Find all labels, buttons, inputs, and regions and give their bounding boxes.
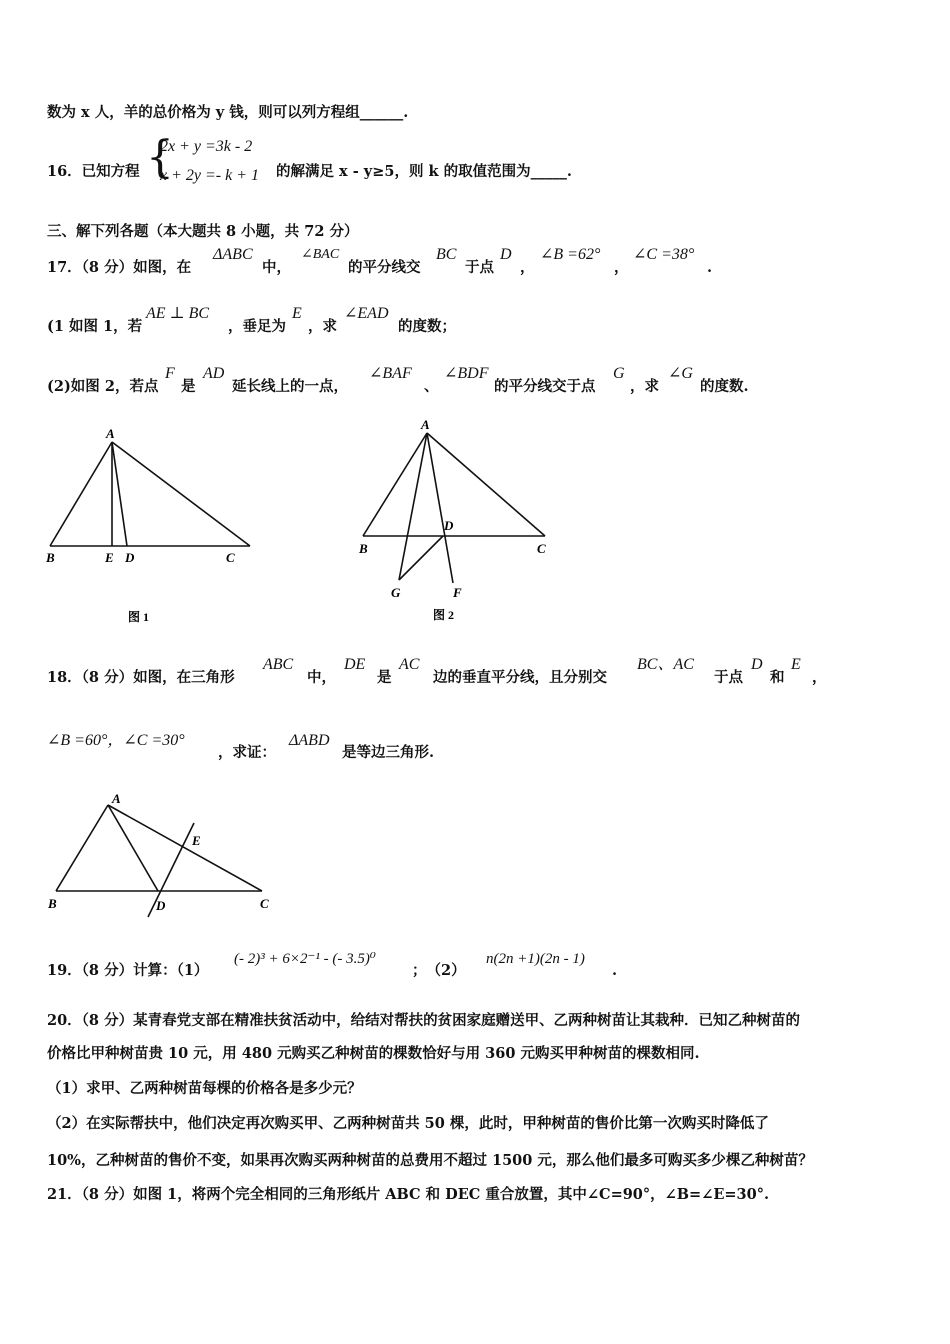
q17-p2-text: 的平分线交于点	[494, 378, 596, 395]
q18-math: BC、AC	[637, 656, 694, 673]
q17-p2-math: ∠BDF	[444, 365, 489, 382]
fig3-label-a: A	[112, 791, 121, 806]
fig1-label-b: B	[46, 550, 55, 565]
q18-math: D	[751, 656, 763, 673]
fig3-label-e: E	[192, 833, 201, 848]
q20-line1: 20．（8 分）某青春党支部在精准扶贫活动中，给结对帮扶的贫困家庭赠送甲、乙两种树苗让其栽种．已知乙种树苗的	[47, 1012, 801, 1029]
figure-2	[355, 415, 565, 630]
q17-p2-text: ，求	[630, 378, 659, 395]
q19-end: .	[612, 962, 618, 979]
q17-p2-head: (2)如图 2，若点	[47, 378, 159, 395]
q17-text: 于点	[465, 259, 494, 276]
fig3-label-d: D	[156, 898, 166, 913]
q17-text: 中，	[262, 259, 291, 276]
q17-p1-math: ∠EAD	[344, 305, 389, 322]
q20-line2: 价格比甲种树苗贵 10 元，用 480 元购买乙种树苗的棵数恰好与用 360 元购买甲种树苗的棵数相同.	[47, 1045, 700, 1062]
fig1-line-ab	[50, 442, 112, 546]
q16-suffix: 的解满足 x - y≥5，则 k 的取值范围为_____.	[276, 163, 572, 180]
fig1-line-ad	[112, 442, 127, 546]
q17-p1-math: AE ⊥ BC	[146, 305, 210, 322]
q20-line5: 10%，乙种树苗的售价不变，如果再次购买两种树苗的总费用不超过 1500 元，那么他们最多可购买多少棵乙种树苗？	[47, 1152, 813, 1169]
q17-text: 的平分线交	[348, 259, 421, 276]
fig3-line-de	[148, 823, 194, 917]
fig2-label-g: G	[391, 585, 401, 600]
q19-mid: ； （2）	[412, 962, 466, 979]
q18-text: ，	[812, 669, 827, 686]
q15-line: 数为 x 人，羊的总价格为 y 钱，则可以列方程组______.	[47, 104, 409, 121]
q18-text: 和	[770, 669, 785, 686]
q17-text: .	[707, 259, 713, 276]
q19-expr2: n(2n +1)(2n - 1)	[486, 951, 585, 967]
q17-math-d: D	[500, 246, 512, 263]
q16-prefix: 16．已知方程	[47, 163, 140, 180]
q17-p1-text: ，垂足为	[228, 318, 286, 335]
q18-text: 是	[377, 669, 392, 686]
fig1-label-d: D	[125, 550, 135, 565]
q17-text: ，	[614, 259, 629, 276]
fig2-label-d: D	[444, 518, 454, 533]
q17-p1-head: (1 如图 1，若	[47, 318, 143, 335]
fig3-line-ab	[56, 805, 108, 891]
q17-math-b: ∠B =62°	[540, 246, 601, 263]
q18-head: 18．（8 分）如图，在三角形	[47, 669, 235, 686]
q18-text: 是等边三角形.	[342, 744, 435, 761]
q18-math: ∠B =60°，∠C =30°	[47, 732, 185, 749]
q17-p1-text: ，求	[308, 318, 337, 335]
fig1-label-a: A	[106, 426, 115, 441]
q18-math: DE	[344, 656, 366, 673]
fig2-label-f: F	[453, 585, 462, 600]
fig2-caption: 图 2	[433, 608, 455, 622]
q17-math-bac: ∠BAC	[301, 247, 340, 262]
fig2-label-c: C	[537, 541, 546, 556]
fig3-label-b: B	[48, 896, 57, 911]
q18-text: 边的垂直平分线，且分别交	[433, 669, 607, 686]
section-title: 三、解下列各题（本大题共 8 小题，共 72 分）	[47, 223, 359, 240]
q17-p2-math: G	[613, 365, 625, 382]
figure-1	[40, 420, 260, 630]
fig3-line-ac	[108, 805, 262, 891]
q17-p1-math: E	[292, 305, 302, 322]
fig2-label-a: A	[421, 417, 430, 432]
q17-p2-math: ∠G	[668, 365, 693, 382]
q17-math-c: ∠C =38°	[633, 246, 695, 263]
fig1-label-e: E	[105, 550, 114, 565]
q17-p2-math: ∠BAF	[369, 365, 412, 382]
q17-p2-math: AD	[203, 365, 225, 382]
fig2-label-b: B	[359, 541, 368, 556]
equation-brace: {	[146, 132, 174, 183]
q17-p2-text: 是	[181, 378, 196, 395]
q18-text: ，求证：	[218, 744, 276, 761]
q21-line: 21．（8 分）如图 1，将两个完全相同的三角形纸片 ABC 和 DEC 重合放置，其中∠C=90°，∠B=∠E=30°.	[47, 1186, 770, 1203]
q20-line4: （2）在实际帮扶中，他们决定再次购买甲、乙两种树苗共 50 棵，此时，甲种树苗的售价比第一次购买时降低了	[47, 1115, 769, 1132]
q17-math-abc: ΔABC	[213, 246, 253, 263]
q20-line3: （1）求甲、乙两种树苗每棵的价格各是多少元？	[47, 1080, 362, 1097]
fig1-line-ac	[112, 442, 250, 546]
q17-p2-math: F	[165, 365, 175, 382]
q16-eq2: x + 2y =- k + 1	[160, 167, 260, 184]
q16-eq1: 2x + y =3k - 2	[160, 138, 253, 155]
q18-math: E	[791, 656, 801, 673]
q19-expr1: (- 2)³ + 6×2⁻¹ - (- 3.5)⁰	[234, 951, 376, 967]
q19-head: 19．（8 分）计算：（1）	[47, 962, 209, 979]
q18-math: AC	[399, 656, 420, 673]
q18-math: ABC	[263, 656, 294, 673]
q17-p2-text: 的度数.	[700, 378, 749, 395]
q17-p1-text: 的度数；	[398, 318, 456, 335]
fig3-line-ad	[108, 805, 158, 891]
q17-text: ，	[520, 259, 535, 276]
figure-3	[40, 785, 290, 925]
fig3-label-c: C	[260, 896, 269, 911]
q18-text: 中，	[307, 669, 336, 686]
q17-p2-text: 延长线上的一点，	[232, 378, 348, 395]
fig1-caption: 图 1	[128, 610, 150, 624]
q18-text: 于点	[714, 669, 743, 686]
q17-head: 17．（8 分）如图，在	[47, 259, 192, 276]
fig2-line-af	[427, 433, 453, 583]
q17-p2-text: 、	[424, 378, 439, 395]
q18-math: ΔABD	[289, 732, 330, 749]
fig1-label-c: C	[226, 550, 235, 565]
q17-math-bc: BC	[436, 246, 457, 263]
